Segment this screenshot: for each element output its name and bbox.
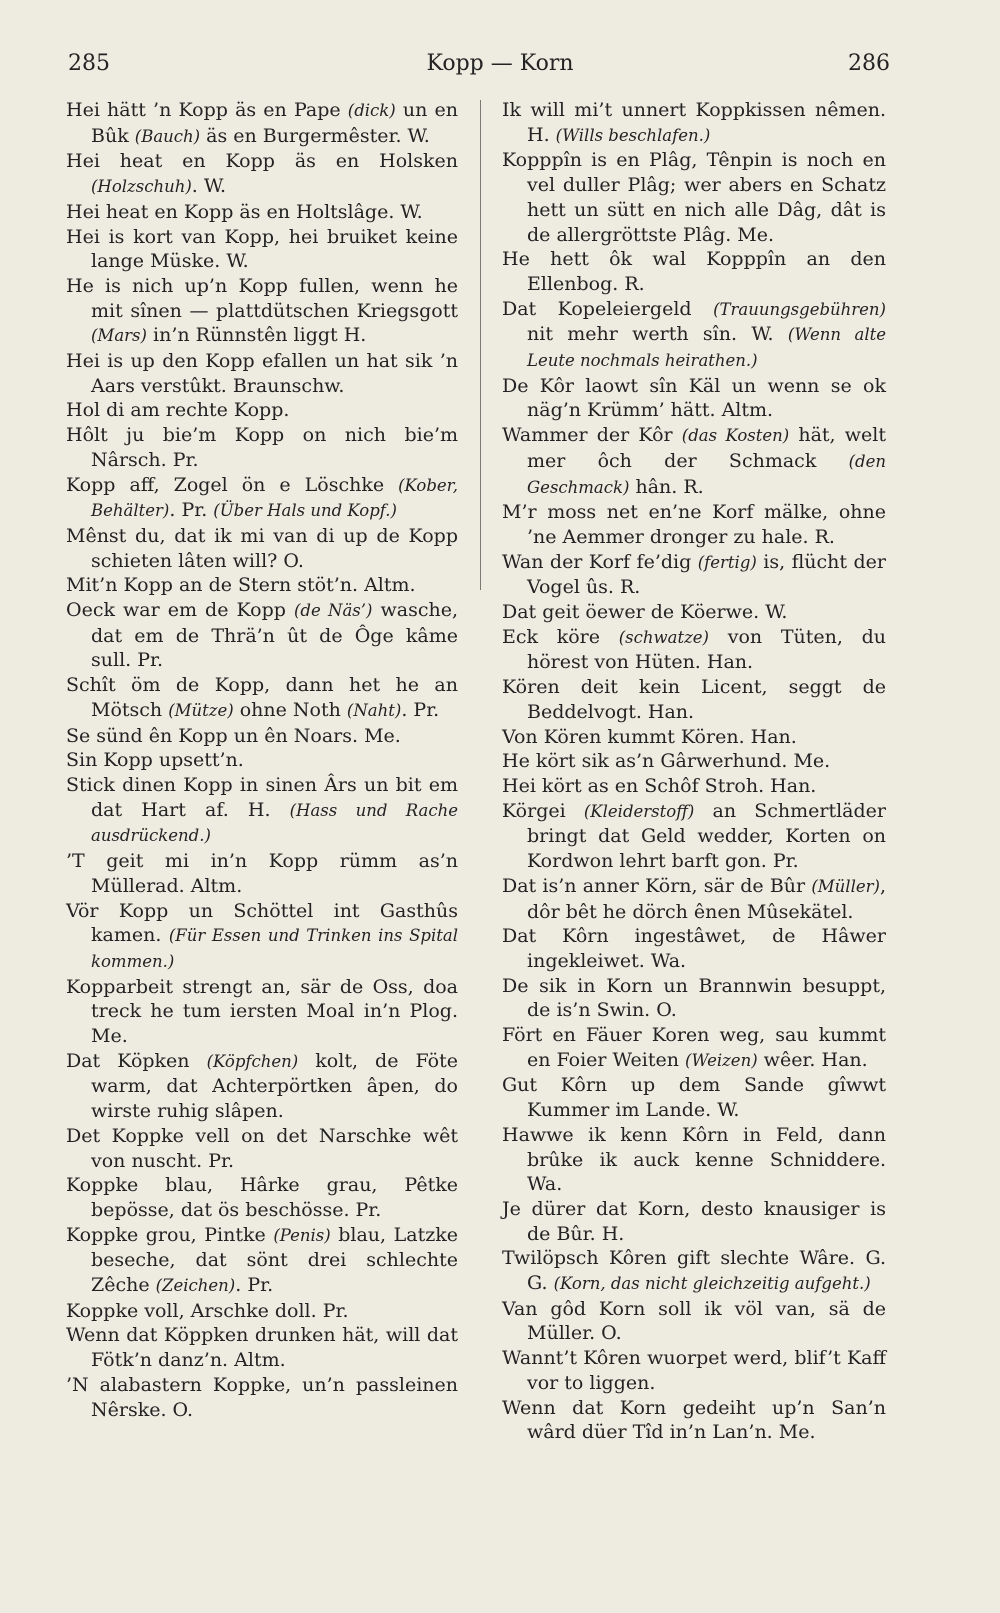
entry-text: ’N alabastern Koppke, un’n passleinen Nêrske. O. (66, 1373, 458, 1421)
entry-text: Van gôd Korn soll ik völ van, sä de Müller. O. (502, 1297, 886, 1345)
page-number-left: 285 (68, 51, 110, 76)
entry-text: Hei hätt ’n Kopp äs en Pape (66, 99, 348, 121)
entry-text: Eck köre (502, 625, 619, 648)
proverb-entry (66, 349, 458, 398)
proverb-entry (66, 724, 458, 749)
entry-text: Kören deit kein Licent, seggt de Beddelvogt. Han. (502, 676, 886, 723)
gloss-text: (Köpfchen) (206, 1051, 299, 1071)
gloss-text: (Kober, Behälter) (91, 475, 458, 521)
entry-text: Koppke voll, Arschke doll. Pr. (66, 1299, 349, 1322)
proverb-entry (66, 398, 458, 423)
entry-text: ohne Noth (233, 698, 347, 721)
entry-text: Wenn dat Köppken drunken hät, will dat Fötk’n danz’n. Altm. (66, 1324, 458, 1372)
entry-text: Hei is kort van Kopp, hei bruiket keine lange Müske. W. (66, 225, 458, 273)
entry-text: wasche, dat em de Thrä’n ût de Ôge kâme sull. Pr. (91, 599, 459, 672)
entry-text: . Pr. (401, 698, 440, 721)
gloss-text: (Trauungsgebühren) (713, 299, 886, 319)
gloss-text: (Müller) (811, 876, 880, 896)
entry-text: Vör Kopp un Schöttel int Gasthûs kamen. (66, 899, 458, 947)
entry-text: Dat Köpken (66, 1049, 207, 1072)
gloss-text: (Über Hals und Kopf.) (213, 501, 397, 521)
proverb-entry (502, 1346, 886, 1395)
page-number-right: 286 (848, 51, 890, 76)
gloss-text: (Naht) (346, 700, 402, 720)
proverb-entry (66, 673, 458, 723)
entry-text: Dat Kopeleiergeld (502, 297, 714, 320)
gloss-text: (Holzschuh) (91, 177, 192, 197)
proverb-entry (502, 1297, 886, 1346)
gloss-text: (das Kosten) (681, 426, 790, 446)
proverb-entry (66, 1223, 458, 1299)
proverb-entry (502, 625, 886, 675)
entry-text: kolt, de Föte warm, dat Achterpörtken âpen, do wirste ruhig slâpen. (91, 1049, 458, 1123)
entry-text: Mênst du, dat ik mi van di up de Kopp schieten lâten will? O. (66, 524, 458, 572)
proverb-entry (502, 297, 887, 374)
gloss-text: (Für Essen und Trinken ins Spital kommen.) (91, 926, 458, 971)
gloss-text: (schwatze) (618, 627, 709, 647)
entry-text: Se sünd ên Kopp un ên Noars. Me. (66, 724, 401, 747)
entry-text: De Kôr laowt sîn Käl un wenn se ok näg’n Krümm’ hätt. Altm. (502, 374, 886, 422)
proverb-entry (502, 1197, 886, 1246)
entry-text: Det Koppke vell on det Narschke wêt von nuscht. Pr. (66, 1124, 458, 1172)
entry-text: Dat geit öewer de Köerwe. W. (502, 601, 788, 624)
entry-text: Kopppîn is en Plâg, Tênpin is noch en vel duller Plâg; wer abers en Schatz hett un sütt en nich alle Dâg, dât is de allergröttste Plâg. Me. (502, 149, 886, 246)
entry-text: Körgei (502, 799, 584, 822)
entry-text: blau, Latzke beseche, dat sönt drei schlechte Zêche (91, 1223, 458, 1297)
entry-text: De sik in Korn un Brannwin besuppt, de is’n Swin. O. (502, 974, 886, 1022)
entry-text: . W. (191, 175, 227, 198)
entry-text: Sin Kopp upsett’n. (66, 749, 244, 772)
entry-text: wêer. Han. (757, 1048, 868, 1071)
proverb-entry (66, 98, 458, 149)
proverb-entry (502, 374, 886, 423)
proverb-entry (502, 247, 886, 296)
entry-text: Twilöpsch Kôren gift slechte Wâre. G. G. (502, 1247, 886, 1295)
entry-text: He is nich up’n Kopp fullen, wenn he mit sînen — plattdütschen Kriegsgott (66, 274, 458, 322)
gloss-text: (dick) (347, 101, 396, 120)
entry-text: Gut Kôrn up dem Sande gîwwt Kummer im Lande. W. (502, 1074, 886, 1122)
proverb-entry (66, 899, 458, 975)
proverb-entry (66, 573, 458, 598)
entry-text: Mit’n Kopp an de Stern stöt’n. Altm. (66, 574, 416, 597)
page-header (0, 48, 1000, 84)
entry-text: Dat is’n anner Körn, sär de Bûr (502, 874, 812, 897)
right-column (502, 98, 886, 1445)
gloss-text: (Wenn alte Leute nochmals heirathen.) (527, 325, 887, 371)
entry-text: Kopparbeit strengt an, sär de Oss, doa treck he tum iersten Moal in’n Plog. Me. (66, 975, 458, 1048)
entry-text: Kopp aff, Zogel ön e Löschke (66, 473, 399, 496)
gloss-text: (Weizen) (685, 1050, 758, 1070)
proverb-entry (66, 849, 458, 898)
entry-text: Hei heat en Kopp äs en Holsken (66, 150, 458, 173)
proverb-entry (502, 1396, 886, 1445)
proverb-entry (66, 1124, 458, 1173)
proverb-entry (502, 1246, 886, 1296)
entry-text: is, flücht der Vogel ûs. R. (527, 550, 887, 599)
proverb-entry (502, 600, 886, 625)
proverb-entry (502, 725, 886, 750)
running-title: Kopp — Korn (426, 51, 574, 76)
proverb-entry (502, 874, 886, 924)
gloss-text: (Mütze) (168, 700, 234, 720)
proverb-entry (502, 774, 886, 799)
proverb-entry (502, 974, 886, 1023)
proverb-entry (502, 1123, 886, 1197)
proverb-entry (66, 748, 458, 773)
proverb-entry (66, 773, 458, 849)
gloss-text: (Zeichen) (155, 1276, 236, 1296)
entry-text: Hol di am rechte Kopp. (66, 399, 290, 422)
gloss-text: (Korn, das nicht gleichzeitig aufgeht.) (553, 1274, 871, 1294)
entry-text: Koppke blau, Hârke grau, Pêtke bepösse, dat ös beschösse. Pr. (66, 1174, 458, 1221)
entry-text: Hawwe ik kenn Kôrn in Feld, dann brûke ik auck kenne Schniddere. Wa. (502, 1123, 886, 1196)
proverb-entry (66, 1299, 458, 1324)
entry-text: Wammer der Kôr (502, 424, 682, 447)
entry-text: ’T geit mi in’n Kopp rümm as’n Müllerad. Altm. (66, 850, 458, 897)
entry-text: Stick dinen Kopp in sinen Ârs un bit em dat Hart af. H. (66, 773, 458, 821)
gloss-text: (Penis) (273, 1225, 331, 1245)
gloss-text: (de Näs’) (294, 601, 373, 621)
proverb-entry (66, 149, 458, 199)
gloss-text: (Hass und Rache ausdrückend.) (91, 800, 458, 846)
entry-text: . Pr. (169, 499, 214, 522)
entry-text: äs en Burgermêster. W. (200, 124, 430, 147)
proverb-entry (502, 550, 887, 600)
entry-text: hân. R. (629, 475, 704, 498)
left-column (66, 98, 458, 1422)
entry-text: an Schmertläder bringt dat Geld wedder, Korten on Kordwon lehrt barft gon. Pr. (527, 799, 886, 873)
entry-text: in’n Rünnstên liggt H. (146, 324, 367, 347)
proverb-entry (502, 1023, 886, 1073)
column-divider (480, 100, 481, 590)
entry-text: Hei heat en Kopp äs en Holtslâge. W. (66, 200, 423, 223)
proverb-entry (66, 225, 458, 274)
entry-text: von Tüten, du hörest von Hüten. Han. (527, 625, 886, 674)
proverb-entry (66, 598, 459, 673)
proverb-entry (66, 1049, 458, 1124)
entry-text: . Pr. (235, 1274, 274, 1297)
entry-text: Hei kört as en Schôf Stroh. Han. (502, 774, 817, 797)
entry-text: Hei is up den Kopp efallen un hat sik ’n Aars verstûkt. Braunschw. (66, 350, 458, 397)
proverb-entry (66, 1373, 458, 1422)
entry-text: Je dürer dat Korn, desto knausiger is de Bûr. H. (502, 1197, 886, 1245)
entry-text: Wenn dat Korn gedeiht up’n San’n wârd düer Tîd in’n Lan’n. Me. (502, 1396, 886, 1444)
gloss-text: (Mars) (91, 326, 147, 346)
proverb-entry (66, 274, 458, 349)
proverb-entry (502, 423, 886, 500)
proverb-entry (66, 1173, 458, 1222)
entry-text: hät, welt mer ôch der Schmack (527, 424, 886, 472)
proverb-entry (502, 1073, 886, 1122)
proverb-entry (502, 500, 886, 549)
proverb-entry (502, 675, 886, 724)
entry-text: Dat Kôrn ingestâwet, de Hâwer ingekleiwet. Wa. (502, 925, 886, 972)
proverb-entry (66, 524, 458, 573)
proverb-entry (502, 924, 886, 973)
entry-text: Oeck war em de Kopp (66, 599, 294, 622)
entry-text: Von Kören kummt Kören. Han. (502, 725, 797, 748)
proverb-entry (502, 148, 886, 247)
gloss-text: (den Geschmack) (527, 451, 886, 497)
gloss-text: (Wills beschlafen.) (555, 125, 711, 145)
entry-text: Wan der Korf fe’dig (502, 550, 698, 573)
entry-text: Koppke grou, Pintke (66, 1223, 274, 1246)
entry-text: , dôr bêt he dörch ênen Mûsekätel. (527, 874, 886, 923)
proverb-entry (502, 749, 886, 774)
entry-text: un en Bûk (91, 99, 458, 147)
entry-text: Wannt’t Kôren wuorpet werd, blif’t Kaff vor to liggen. (502, 1347, 886, 1394)
proverb-entry (66, 1323, 458, 1372)
proverb-entry (502, 799, 886, 874)
proverb-entry (66, 473, 458, 524)
proverb-entry (66, 975, 458, 1049)
entry-text: He kört sik as’n Gârwerhund. Me. (502, 750, 831, 773)
entry-text: He hett ôk wal Kopppîn an den Ellenbog. R. (502, 248, 886, 295)
entry-text: Schît öm de Kopp, dann het he an Mötsch (66, 674, 458, 721)
proverb-entry (502, 98, 886, 148)
entry-text: Fört en Fäuer Koren weg, sau kummt en Foier Weiten (502, 1024, 886, 1071)
proverb-entry (66, 200, 458, 225)
entry-text: Hôlt ju bie’m Kopp on nich bie’m Nârsch. Pr. (66, 424, 458, 471)
entry-text: Ik will mi’t unnert Koppkissen nêmen. H. (502, 99, 886, 146)
proverb-entry (66, 423, 458, 472)
gloss-text: (Bauch) (134, 126, 201, 146)
gloss-text: (Kleiderstoff) (583, 801, 695, 821)
entry-text: M’r moss net en’ne Korf mälke, ohne ’ne Aemmer dronger zu hale. R. (502, 501, 886, 548)
gloss-text: (fertig) (697, 552, 757, 572)
entry-text: nit mehr werth sîn. W. (527, 323, 788, 346)
